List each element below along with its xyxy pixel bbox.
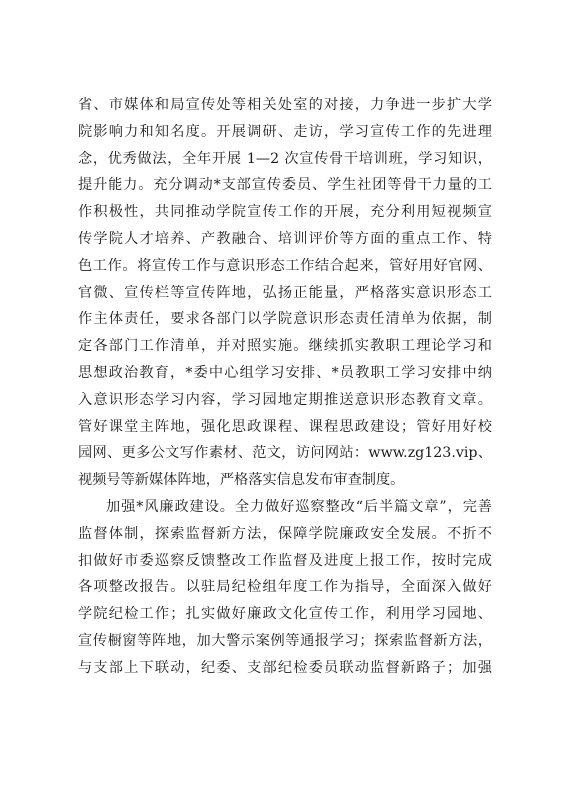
text-line: 宣传橱窗等阵地，加大警示案例等通报学习；探索监督新方法，	[78, 632, 492, 649]
text-line: 思想政治教育，*委中心组学习安排、*员教职工学习安排中纳	[78, 364, 492, 381]
text-line: 入意识形态学习内容，学习园地定期推送意识形态教育文章。	[78, 391, 492, 408]
text-line: 扣做好市委巡察反馈整改工作监督及进度上报工作，按时完成	[78, 552, 492, 569]
text-line: 传学院人才培养、产教融合、培训评价等方面的重点工作、特	[78, 230, 492, 247]
text-line: 园网、更多公文写作素材、范文，访问网站：www.zg123.vip、	[78, 445, 492, 462]
text-line: 监督体制，探索监督新方法，保障学院廉政安全发展。不折不	[78, 525, 492, 542]
text-line: 定各部门工作清单，并对照实施。继续抓实教职工理论学习和	[78, 338, 492, 355]
text-line: 官微、宣传栏等宣传阵地，弘扬正能量，严格落实意识形态工	[78, 284, 492, 301]
text-line: 色工作。将宣传工作与意识形态工作结合起来，管好用好官网、	[78, 257, 492, 274]
text-line: 省、市媒体和局宣传处等相关处室的对接，力争进一步扩大学	[78, 97, 492, 113]
text-line: 作主体责任，要求各部门以学院意识形态责任清单为依据，制	[78, 311, 492, 328]
document-body	[78, 92, 492, 682]
text-line: 管好课堂主阵地，强化思政课程、课程思政建设；管好用好校	[78, 418, 492, 435]
text-line: 加强*风廉政建设。全力做好巡察整改“后半篇文章”，完善	[106, 498, 492, 515]
paragraph-integrity-work	[78, 494, 492, 682]
text-line: 与支部上下联动，纪委、支部纪检委员联动监督新路子；加强	[78, 659, 492, 676]
text-line: 各项整改报告。以驻局纪检组年度工作为指导，全面深入做好	[78, 579, 492, 596]
text-line: 院影响力和知名度。开展调研、走访，学习宣传工作的先进理	[78, 123, 492, 140]
paragraph-publicity-work	[78, 92, 492, 494]
text-line: 念，优秀做法，全年开展 1—2 次宣传骨干培训班，学习知识，	[78, 150, 492, 167]
text-line: 学院纪检工作；扎实做好廉政文化宣传工作，利用学习园地、	[78, 606, 492, 623]
text-line: 视频号等新媒体阵地，严格落实信息发布审查制度。	[78, 472, 405, 489]
text-line: 作积极性，共同推动学院宣传工作的开展，充分利用短视频宣	[78, 204, 492, 221]
text-line: 提升能力。充分调动*支部宣传委员、学生社团等骨干力量的工	[78, 177, 492, 194]
